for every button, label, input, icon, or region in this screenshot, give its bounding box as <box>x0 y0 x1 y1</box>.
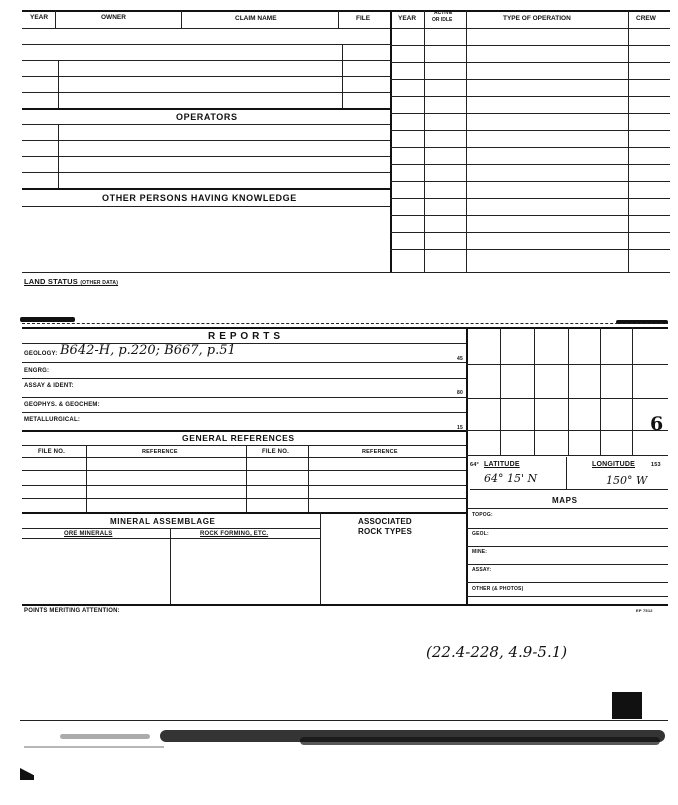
lat-prefix: 64° <box>470 462 479 468</box>
scan-smear <box>20 317 75 322</box>
ore-minerals-header: ORE MINERALS <box>64 531 113 537</box>
maps-title: MAPS <box>552 496 578 505</box>
longitude-label: LONGITUDE <box>592 461 636 468</box>
other-persons-label: OTHER PERSONS HAVING KNOWLEDGE <box>102 193 297 203</box>
map-row-geol: GEOL: <box>472 531 489 537</box>
longitude-value: 150° W <box>606 474 648 487</box>
reports-title: R E P O R T S <box>208 331 281 342</box>
metallurgical-label: METALLURGICAL: <box>24 417 81 423</box>
operators-label: OPERATORS <box>176 112 238 122</box>
form-number: EP 7512 <box>636 608 653 613</box>
type-of-operation-header: TYPE OF OPERATION <box>503 15 571 22</box>
gr-reference-header: REFERENCE <box>142 449 178 455</box>
map-row-assay: ASSAY: <box>472 567 492 573</box>
rock-forming-header: ROCK FORMING, ETC. <box>200 531 269 537</box>
row-number: 80 <box>457 390 463 396</box>
latitude-label: LATITUDE <box>484 461 520 468</box>
mineral-assemblage-title: MINERAL ASSEMBLAGE <box>110 517 216 526</box>
lon-suffix: 153 <box>651 462 661 468</box>
geology-label: GEOLOGY: <box>24 351 58 357</box>
crew-header: CREW <box>636 15 656 22</box>
points-meriting-label: POINTS MERITING ATTENTION: <box>24 608 120 614</box>
active-header: ACTIVE <box>434 10 453 16</box>
map-row-mine: MINE: <box>472 549 488 555</box>
year2-header: YEAR <box>398 15 417 22</box>
associated-label: ASSOCIATED <box>358 517 412 526</box>
assay-ident-label: ASSAY & IDENT: <box>24 383 74 389</box>
rock-types-label: ROCK TYPES <box>358 527 413 536</box>
gr-file-no-header-2: FILE NO. <box>262 449 289 455</box>
latitude-value: 64° 15' N <box>484 472 538 485</box>
owner-header: OWNER <box>101 14 126 21</box>
gr-file-no-header: FILE NO. <box>38 449 65 455</box>
map-row-other: OTHER (& PHOTOS) <box>472 586 524 592</box>
year-header: YEAR <box>30 14 49 21</box>
geology-value: B642-H, p.220; B667, p.51 <box>60 343 236 358</box>
map-row-topog: TOPOG: <box>472 512 493 518</box>
row-number: 15 <box>457 425 463 431</box>
edge-character: 6 <box>650 413 664 435</box>
file-header: FILE <box>356 15 371 22</box>
general-references-title: GENERAL REFERENCES <box>182 433 295 443</box>
engrg-label: ENGRG: <box>24 368 50 374</box>
geophys-geochem-label: GEOPHYS. & GEOCHEM: <box>24 402 100 408</box>
land-status-note: (OTHER DATA) <box>80 280 119 286</box>
land-status-label: LAND STATUS <box>24 277 79 286</box>
or-idle-header: OR IDLE <box>432 17 453 23</box>
gr-reference-header-2: REFERENCE <box>362 449 398 455</box>
handwritten-annotation: (22.4-228, 4.9-5.1) <box>426 643 568 661</box>
row-number: 45 <box>457 356 463 362</box>
claim-name-header: CLAIM NAME <box>235 15 277 22</box>
